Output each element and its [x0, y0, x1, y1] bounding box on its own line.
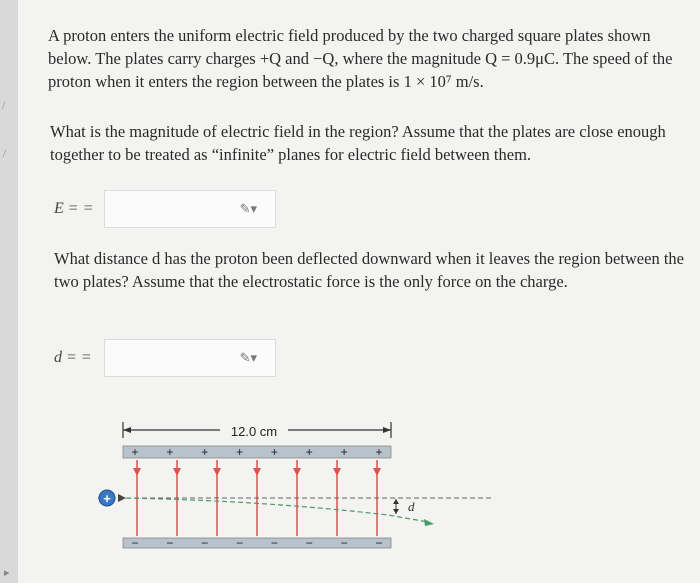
proton-trajectory: [118, 498, 428, 522]
minus-sign: −: [375, 536, 383, 550]
minus-sign: −: [201, 536, 209, 550]
deflection-arrow-up: [393, 499, 399, 504]
plus-sign: +: [131, 445, 139, 459]
plus-sign: +: [201, 445, 209, 459]
answer-row-e: [54, 190, 276, 228]
play-icon: ▸: [4, 567, 10, 579]
question-electric-field: What is the magnitude of electric field in the region? Assume that the plates are close enough together to be treated as “infinite” planes for electric field between them.: [50, 122, 666, 164]
question-intro: A proton enters the uniform electric field produced by the two charged square plates shown below. The plates carry charges +Q and −Q, where the magnitude Q = 0.9μC. The speed of the proton when it enters the region between the plates is 1 × 10⁷ m/s.: [48, 26, 673, 91]
question-deflection: What distance d has the proton been deflected downward when it leaves the region between the two plates? Assume that the electrostatic force is the only force on the charge.: [54, 249, 684, 291]
minus-sign: −: [270, 536, 278, 550]
velocity-arrow: [118, 494, 126, 502]
minus-sign: −: [236, 536, 244, 550]
field-arrowhead: [373, 468, 381, 476]
plus-sign: +: [166, 445, 174, 459]
field-arrowhead: [133, 468, 141, 476]
minus-sign: −: [340, 536, 348, 550]
minus-sign: −: [166, 536, 174, 550]
field-arrowhead: [253, 468, 261, 476]
plus-sign: +: [236, 445, 244, 459]
field-arrowhead: [173, 468, 181, 476]
dimension-arrow-left: [123, 427, 131, 433]
deflection-label: d: [408, 499, 415, 514]
field-arrowhead: [213, 468, 221, 476]
minus-sign: −: [305, 536, 313, 550]
answer-label-e: E = =: [54, 200, 94, 217]
trajectory-arrow: [424, 519, 434, 526]
margin-mark: /: [2, 100, 6, 112]
field-arrowhead: [293, 468, 301, 476]
proton-sign: +: [103, 491, 111, 506]
pencil-icon[interactable]: ✎▾: [239, 350, 257, 365]
answer-input-e[interactable]: [104, 190, 276, 228]
left-strip: [0, 0, 18, 583]
question-page: [18, 0, 700, 583]
answer-row-d: [54, 339, 276, 377]
dimension-arrow-right: [383, 427, 391, 433]
plus-sign: +: [375, 445, 383, 459]
plus-sign: +: [305, 445, 313, 459]
top-plate: [123, 446, 391, 458]
margin-mark: /: [3, 148, 7, 160]
field-arrowhead: [333, 468, 341, 476]
plus-sign: +: [270, 445, 278, 459]
deflection-arrow-down: [393, 509, 399, 514]
length-label: 12.0 cm: [230, 424, 278, 439]
minus-sign: −: [131, 536, 139, 550]
plates-diagram: [98, 410, 498, 560]
bottom-plate: [123, 538, 391, 548]
pencil-icon[interactable]: ✎▾: [239, 201, 257, 216]
answer-input-d[interactable]: [104, 339, 276, 377]
answer-label-d: d = =: [54, 349, 92, 366]
plus-sign: +: [340, 445, 348, 459]
